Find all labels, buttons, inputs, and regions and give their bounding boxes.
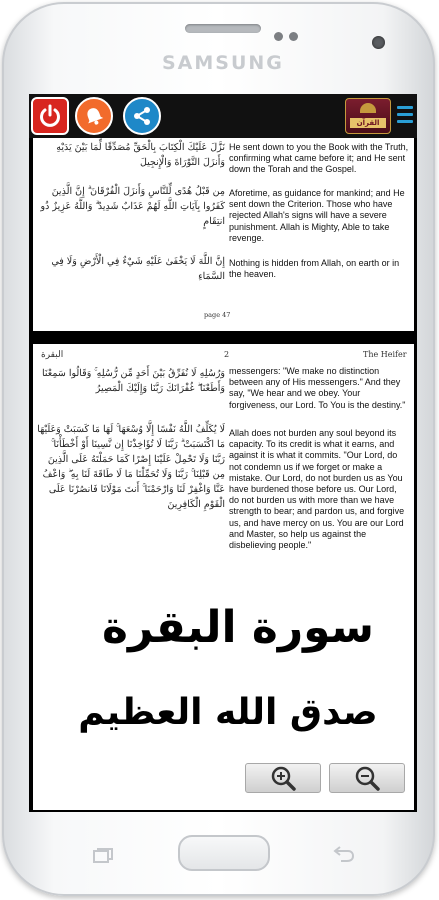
light-sensor <box>289 32 298 41</box>
quran-page-main <box>33 344 414 810</box>
zoom-in-icon <box>270 765 296 791</box>
english-verse: Aforetime, as guidance for mankind; and He sent down the Criterion. Those who have rejected Allah's signs will have a severe punishment. Allah is Mighty, Able to take revenge. <box>229 188 405 243</box>
english-verse: Nothing is hidden from Allah, on earth or in the heaven. <box>229 258 400 280</box>
surah-header-english: The Heifer <box>363 350 407 359</box>
power-icon <box>37 103 63 129</box>
menu-icon[interactable] <box>397 106 413 126</box>
zoom-out-icon <box>354 765 380 791</box>
share-icon <box>131 105 153 127</box>
top-toolbar <box>29 94 417 138</box>
home-button[interactable] <box>178 835 270 871</box>
notification-button[interactable] <box>75 97 113 135</box>
closing-phrase: صدق الله العظيم <box>78 692 378 733</box>
zoom-in-button[interactable] <box>245 763 321 793</box>
arabic-verse: إِنَّ اللَّهَ لَا يَخْفَىٰ عَلَيْهِ شَيْءٌ فِي الْأَرْضِ وَلَا فِي السَّمَاءِ <box>51 256 225 282</box>
zoom-out-button[interactable] <box>329 763 405 793</box>
surah-number: 2 <box>224 350 230 359</box>
mosque-dome-icon <box>360 103 376 113</box>
arabic-verse: نَزَّلَ عَلَيْكَ الْكِتَابَ بِالْحَقِّ مُصَدِّقًا لِّمَا بَيْنَ يَدَيْهِ وَأَنزَلَ التَّوْرَاةَ وَالْإِنجِيلَ <box>56 142 225 168</box>
app-logo[interactable] <box>345 98 391 134</box>
proximity-sensor <box>274 32 283 41</box>
logo-text: القرآن <box>350 118 386 128</box>
page-number: page 47 <box>204 311 231 319</box>
english-verse: messengers: "We make no distinction between any of His messengers." And they say, "We hear and we obey. Your forgiveness, our Lord. To You is the destiny." <box>229 366 406 410</box>
recent-apps-icon[interactable] <box>92 848 114 864</box>
bell-icon <box>83 105 105 127</box>
brand-logo: SAMSUNG <box>162 52 284 74</box>
arabic-verse: مِن قَبْلُ هُدًى لِّلنَّاسِ وَأَنزَلَ الْفُرْقَانَ ۗ إِنَّ الَّذِينَ كَفَرُوا بِآيَاتِ اللَّهِ لَهُمْ عَذَابٌ شَدِيدٌ ۗ وَاللَّهُ عَزِيزٌ ذُو انتِقَامٍ <box>40 186 225 227</box>
earpiece-speaker <box>185 24 261 33</box>
power-button[interactable] <box>31 97 69 135</box>
english-verse: Allah does not burden any soul beyond its capacity. To its credit is what it earns, and against it is what it commits. "Our Lord, do not condemn us if we forget or make a mistake. Our Lord, do not burden us as You have burdened those before us. Our Lord, do not burden us with more than we have strength to bear; and pardon us, and forgive us, and have mercy on us. You are our Lord and Master, so help us against the disbelieving people." <box>229 428 405 551</box>
app-screen <box>29 94 417 812</box>
phone-frame <box>2 2 435 896</box>
arabic-verse: لَا يُكَلِّفُ اللَّهُ نَفْسًا إِلَّا وُسْعَهَا ۚ لَهَا مَا كَسَبَتْ وَعَلَيْهَا مَا اكْتَسَبَتْ ۗ رَبَّنَا لَا تُؤَاخِذْنَا إِن نَّسِينَا أَوْ أَخْطَأْنَا ۚ رَبَّنَا وَلَا تَحْمِلْ عَلَيْنَا إِصْرًا كَمَا حَمَلْتَهُ عَلَى الَّذِينَ مِن قَبْلِنَا ۚ رَبَّنَا وَلَا تُحَمِّلْنَا مَا لَا طَاقَةَ لَنَا بِهِ ۖ وَاعْفُ عَنَّا وَاغْفِرْ لَنَا وَارْحَمْنَا ۚ أَنتَ مَوْلَانَا فَانصُرْنَا عَلَى الْقَوْمِ الْكَافِرِينَ <box>37 424 225 510</box>
surah-title: سورة البقرة <box>101 602 375 653</box>
surah-header-arabic: البقرة <box>41 350 64 360</box>
english-verse: He sent down to you the Book with the Truth, confirming what came before it; and He sent down the Torah and the Gospel. <box>229 142 409 175</box>
front-camera <box>372 36 385 49</box>
share-button[interactable] <box>123 97 161 135</box>
back-icon[interactable] <box>332 845 356 863</box>
quran-page-top <box>33 138 414 333</box>
arabic-verse: وَرُسُلِهِ لَا نُفَرِّقُ بَيْنَ أَحَدٍ مِّن رُّسُلِهِ ۚ وَقَالُوا سَمِعْنَا وَأَطَعْنَا ۖ غُفْرَانَكَ رَبَّنَا وَإِلَيْكَ الْمَصِيرُ <box>42 368 225 394</box>
page-divider <box>29 331 417 344</box>
